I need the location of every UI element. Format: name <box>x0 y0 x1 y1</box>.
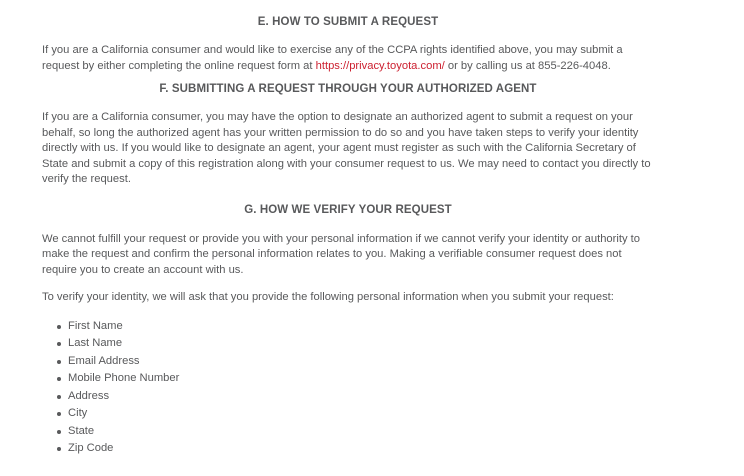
section-g-paragraph-1: We cannot fulfill your request or provide you with your personal information if we cannot verify your identity or authority to make the request and confirm the personal information relates to you. Making a verifiable consumer request does not require you to create an account with us. <box>42 232 640 276</box>
section-g-heading: G. HOW WE VERIFY YOUR REQUEST <box>244 203 452 216</box>
section-e-text-after-link: or by calling us at 855-226-4048. <box>444 59 611 72</box>
section-g-paragraph-2: To verify your identity, we will ask that you provide the following personal information when you submit your request: <box>42 291 614 303</box>
bullet-icon <box>57 395 61 399</box>
section-e-paragraph <box>42 43 654 74</box>
list-item-label: Address <box>68 389 110 402</box>
list-item-label: Mobile Phone Number <box>68 372 180 384</box>
list-item <box>42 318 654 336</box>
bullet-icon <box>57 430 61 434</box>
bullet-icon <box>57 342 61 346</box>
bullet-icon <box>57 360 61 364</box>
bullet-icon <box>57 377 61 381</box>
list-item <box>42 353 654 371</box>
list-item-label: Last Name <box>68 337 123 349</box>
list-item <box>42 423 654 441</box>
section-e-heading: E. HOW TO SUBMIT A REQUEST <box>257 16 439 28</box>
list-item-label: Email Address <box>68 354 140 367</box>
list-item <box>42 388 654 406</box>
bullet-icon <box>57 325 61 329</box>
list-item-label: State <box>68 424 95 437</box>
required-info-list <box>42 318 654 458</box>
list-item-label: Zip Code <box>68 442 114 454</box>
section-f-heading: F. SUBMITTING A REQUEST THROUGH YOUR AUTHORIZED AGENT <box>159 83 537 95</box>
list-item <box>42 405 654 423</box>
policy-content <box>42 14 654 458</box>
section-f-paragraph: If you are a California consumer, you may have the option to designate an authorized agent to submit a request on your behalf, so long the authorized agent has your written permission to do so and you have taken steps to verify your identity directly with us. If you would like to designate an agent, your agent must register as such with the California Secretary of State and submit a copy of this registration along with your consumer request to us. We may need to contact you directly to verify the request. <box>42 111 651 185</box>
list-item <box>42 370 654 388</box>
section-e-text-before-link: If you are a California consumer and would like to exercise any of the CCPA rights identified above, you may submit a request by either completing the online request form at <box>42 44 623 72</box>
bullet-icon <box>57 447 61 451</box>
list-item-label: First Name <box>68 319 123 332</box>
list-item <box>42 440 654 458</box>
list-item <box>42 335 654 353</box>
bullet-icon <box>57 412 61 416</box>
privacy-portal-link[interactable]: https://privacy.toyota.com/ <box>315 59 445 72</box>
list-item-label: City <box>68 407 88 419</box>
